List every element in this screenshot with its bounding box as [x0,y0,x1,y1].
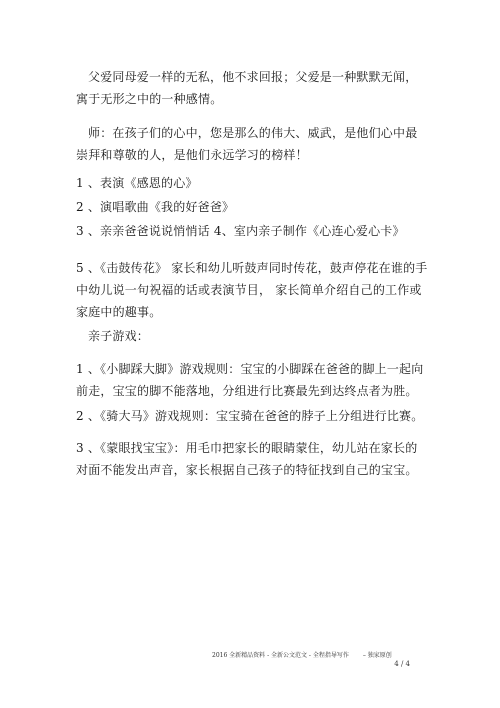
list-item-2: 2 、演唱歌曲《我的好爸爸》 [76,200,235,214]
paragraph-teacher: 师：在孩子们的心中，您是那么的伟大、威武，是他们心中最崇拜和尊敬的人，是他们永远学习的榜样！ [76,126,418,162]
paragraph-father-love: 父爱同母爱一样的无私，他不求回报；父爱是一种默默无闻，寓于无形之中的一种感情。 [76,70,418,106]
list-item-3: 3 、亲亲爸爸说说悄悄话 4、室内亲子制作《心连心爱心卡》 [76,224,405,238]
game-item-1: 1 、《小脚踩大脚》游戏规则：宝宝的小脚踩在爸爸的脚上一起向前走，宝宝的脚不能落地，分组进行比赛最先到达终点者为胜。 [76,362,424,398]
page-footer [212,650,392,659]
footer-tag: – 独家原创 [362,652,392,659]
page-number: 4 / 4 [394,660,410,668]
game-item-3: 3 、《蒙眼找宝宝》：用毛巾把家长的眼睛蒙住，幼儿站在家长的对面不能发出声音，家长根据自己孩子的特征找到自己的宝宝。 [76,441,418,477]
footer-text: 2016 全新精品资料 - 全新公文范文 - 全程指导写作 [212,652,349,659]
game-item-2: 2 、《骑大马》游戏规则：宝宝骑在爸爸的脖子上分组进行比赛。 [76,409,424,423]
list-item-5: 5 、《击鼓传花》 家长和幼儿听鼓声同时传花，鼓声停花在谁的手中幼儿说一句祝福的话或表演节目， 家长简单介绍自己的工作或家庭中的趣事。 [76,261,428,319]
list-item-1: 1 、表演《感恩的心》 [76,176,198,190]
section-heading-games: 亲子游戏： [88,329,150,343]
